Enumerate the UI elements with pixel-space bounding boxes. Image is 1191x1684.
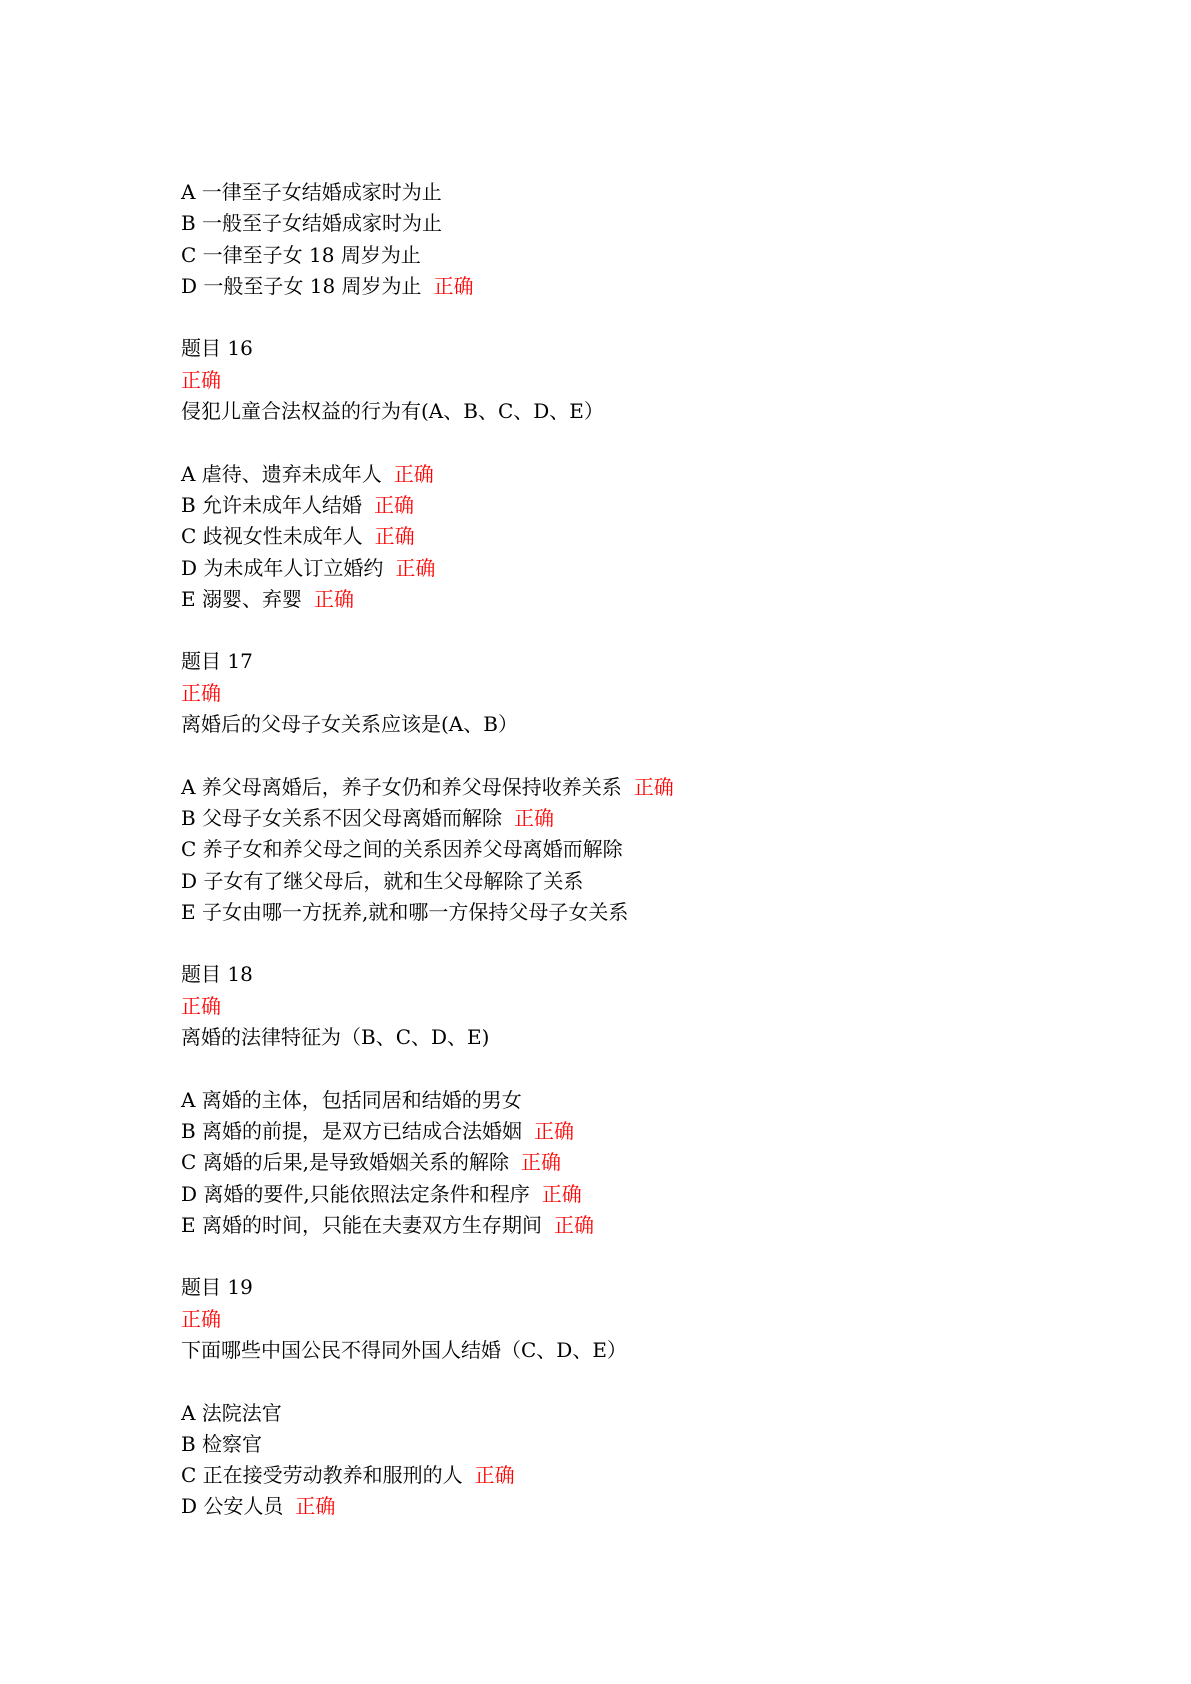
- option-text: C 离婚的后果,是导致婚姻关系的解除: [181, 1150, 510, 1175]
- option-text: C 歧视女性未成年人: [181, 524, 363, 549]
- option-line: [181, 772, 1081, 803]
- spacer: [181, 740, 1081, 771]
- question-16: [181, 333, 1081, 615]
- option-text: B 检察官: [181, 1431, 263, 1456]
- spacer: [181, 928, 1081, 959]
- correct-mark: 正确: [374, 524, 415, 549]
- spacer: [181, 427, 1081, 458]
- option-text: D 公安人员: [181, 1494, 284, 1519]
- question-title: 题目 17: [181, 649, 253, 674]
- correct-mark: 正确: [514, 805, 555, 830]
- correct-mark: 正确: [313, 586, 354, 611]
- option-text: D 离婚的要件,只能依照法定条件和程序: [181, 1181, 530, 1206]
- spacer: [181, 615, 1081, 646]
- option-text: B 允许未成年人结婚: [181, 492, 363, 517]
- question-18: [181, 959, 1081, 1241]
- option-line: [181, 240, 1081, 271]
- correct-mark: 正确: [521, 1150, 562, 1175]
- correct-mark: 正确: [374, 492, 415, 517]
- question-title: 题目 19: [181, 1275, 253, 1300]
- option-text: C 养子女和养父母之间的关系因养父母离婚而解除: [181, 837, 623, 862]
- question-17: [181, 646, 1081, 928]
- spacer: [181, 1241, 1081, 1272]
- option-text: D 子女有了继父母后，就和生父母解除了关系: [181, 868, 584, 893]
- option-line: [181, 1429, 1081, 1460]
- option-text: E 溺婴、弃婴: [181, 586, 302, 611]
- option-text: E 离婚的时间，只能在夫妻双方生存期间: [181, 1212, 542, 1237]
- correct-mark: 正确: [433, 273, 474, 298]
- question-status: 正确: [181, 680, 221, 705]
- spacer: [181, 302, 1081, 333]
- option-line: [181, 271, 1081, 302]
- option-line: [181, 553, 1081, 584]
- option-text: A 一律至子女结婚成家时为止: [181, 180, 442, 204]
- correct-mark: 正确: [534, 1118, 575, 1143]
- option-line: [181, 208, 1081, 239]
- question-status: 正确: [181, 367, 221, 392]
- option-line: [181, 490, 1081, 521]
- option-text: A 养父母离婚后，养子女仍和养父母保持收养关系: [181, 774, 622, 799]
- option-text: B 父母子女关系不因父母离婚而解除: [181, 805, 503, 830]
- option-line: [181, 1398, 1081, 1429]
- option-line: [181, 177, 1081, 208]
- correct-mark: 正确: [633, 774, 674, 799]
- document-page: [181, 177, 1081, 1523]
- spacer: [181, 1053, 1081, 1084]
- question-19: [181, 1272, 1081, 1522]
- option-line: [181, 897, 1081, 928]
- question-text: 离婚的法律特征为（B、C、D、E): [181, 1025, 490, 1050]
- option-line: [181, 803, 1081, 834]
- correct-mark: 正确: [541, 1181, 582, 1206]
- option-text: D 为未成年人订立婚约: [181, 555, 384, 580]
- question-15-options: [181, 177, 1081, 302]
- option-text: B 离婚的前提，是双方已结成合法婚姻: [181, 1118, 523, 1143]
- option-line: [181, 1491, 1081, 1522]
- option-line: [181, 1460, 1081, 1491]
- correct-mark: 正确: [395, 555, 436, 580]
- option-line: [181, 1210, 1081, 1241]
- option-line: [181, 866, 1081, 897]
- option-line: [181, 834, 1081, 865]
- question-status: 正确: [181, 1306, 221, 1331]
- correct-mark: 正确: [393, 461, 434, 486]
- option-text: A 虐待、遗弃未成年人: [181, 461, 382, 486]
- option-line: [181, 1085, 1081, 1116]
- option-line: [181, 521, 1081, 552]
- option-line: [181, 584, 1081, 615]
- option-text: A 法院法官: [181, 1400, 282, 1425]
- correct-mark: 正确: [474, 1463, 515, 1488]
- question-title: 题目 18: [181, 962, 253, 987]
- option-text: B 一般至子女结婚成家时为止: [181, 211, 443, 236]
- option-line: [181, 1147, 1081, 1178]
- option-text: D 一般至子女 18 周岁为止: [181, 273, 422, 298]
- question-status: 正确: [181, 993, 221, 1018]
- question-text: 侵犯儿童合法权益的行为有(A、B、C、D、E）: [181, 399, 604, 424]
- option-line: [181, 1179, 1081, 1210]
- option-text: C 正在接受劳动教养和服刑的人: [181, 1463, 463, 1488]
- option-text: E 子女由哪一方抚养,就和哪一方保持父母子女关系: [181, 899, 629, 924]
- option-text: C 一律至子女 18 周岁为止: [181, 242, 421, 267]
- question-title: 题目 16: [181, 336, 253, 361]
- option-line: [181, 459, 1081, 490]
- option-line: [181, 1116, 1081, 1147]
- question-text: 下面哪些中国公民不得同外国人结婚（C、D、E）: [181, 1337, 627, 1362]
- correct-mark: 正确: [295, 1494, 336, 1519]
- spacer: [181, 1366, 1081, 1397]
- question-text: 离婚后的父母子女关系应该是(A、B）: [181, 712, 518, 737]
- option-text: A 离婚的主体，包括同居和结婚的男女: [181, 1087, 522, 1112]
- correct-mark: 正确: [553, 1212, 594, 1237]
